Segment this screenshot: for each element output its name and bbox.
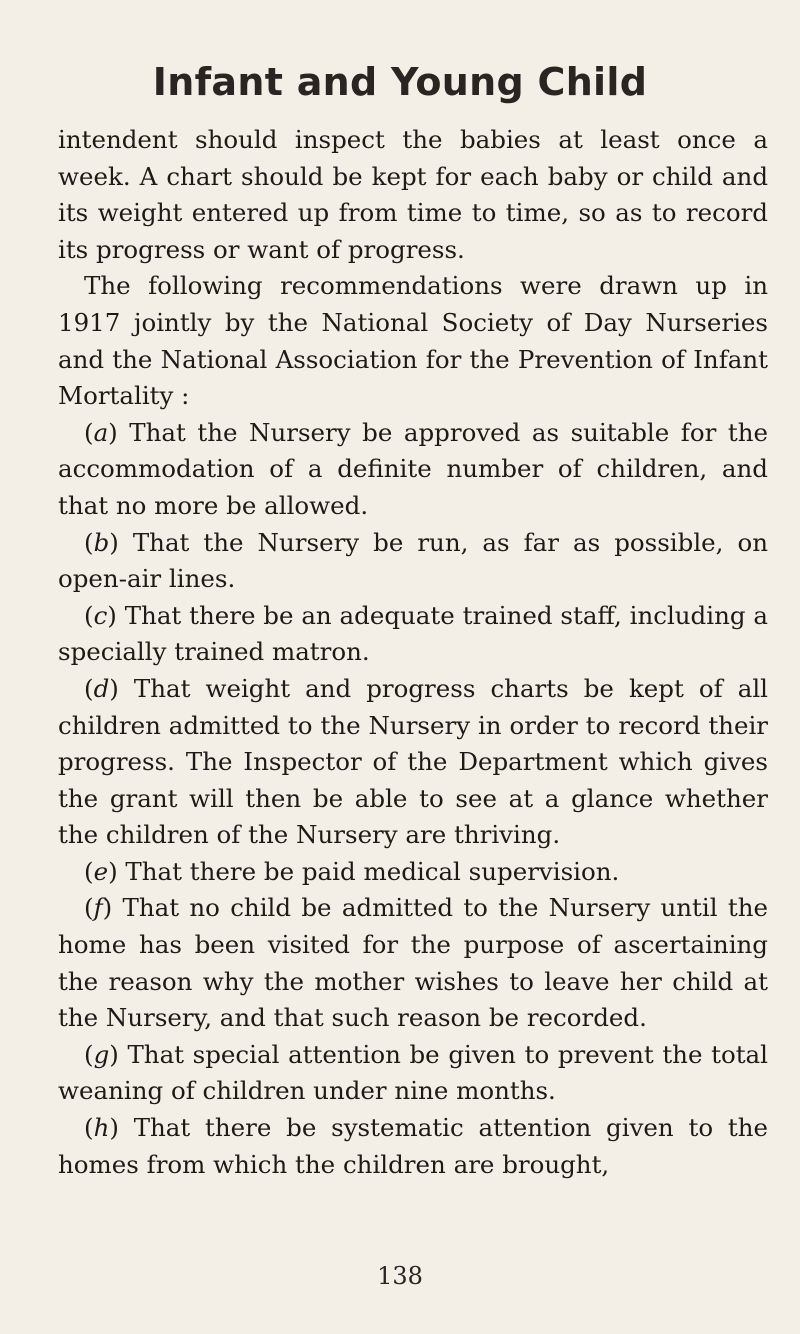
item-letter: c <box>93 600 108 630</box>
item-text: That weight and progress charts be kept of all children admitted to the Nursery in order to record their progress. The Inspector of the Department which gives the grant will then be able to see at a glance whether the children of the Nursery are thriving. <box>58 673 768 850</box>
recommendation-item-h: (h) That there be systematic attention given to the homes from which the children are brought, <box>58 1113 768 1179</box>
item-letter: a <box>93 417 109 447</box>
recommendation-item-f: (f) That no child be admitted to the Nursery until the home has been visited for the purpose of ascertaining the reason why the mother wishes to leave her child at the Nursery, and that such reason be recorded. <box>58 893 768 1033</box>
item-text: That there be systematic attention given to the homes from which the children are brought, <box>58 1113 768 1179</box>
recommendation-item-d: (d) That weight and progress charts be kept of all children admitted to the Nursery in order to record their progress. The Inspector of the Department which gives the grant will then be able to see at a glance whether the children of the Nursery are thriving. <box>58 673 768 850</box>
item-text: That the Nursery be run, as far as possible, on open-air lines. <box>58 527 768 594</box>
recommendation-item-c: (c) That there be an adequate trained staff, including a specially trained matron. <box>58 600 768 667</box>
paragraph-recommendations-intro: The following recommendations were drawn up in 1917 jointly by the National Society of Day Nurseries and the National Association for the Prevention of Infant Mortality : <box>58 271 768 411</box>
recommendation-item-g: (g) That special attention be given to prevent the total weaning of children under nine months. <box>58 1039 768 1106</box>
item-text: That the Nursery be approved as suitable for the accommodation of a definite number of children, and that no more be allowed. <box>58 417 768 520</box>
body-text <box>58 122 768 1183</box>
recommendation-item-a: (a) That the Nursery be approved as suitable for the accommodation of a definite number of children, and that no more be allowed. <box>58 417 768 520</box>
item-letter: g <box>93 1039 110 1069</box>
item-letter: f <box>93 893 103 923</box>
page-number: 138 <box>377 1262 423 1290</box>
item-text: That there be paid medical supervision. <box>125 856 620 886</box>
paragraph-continued: intendent should inspect the babies at least once a week. A chart should be kept for each baby or child and its weight entered up from time to time, so as to record its progress or want of progress. <box>58 125 768 264</box>
running-title: Infant and Young Child <box>152 60 648 104</box>
item-letter: b <box>93 527 110 557</box>
recommendation-item-b: (b) That the Nursery be run, as far as possible, on open-air lines. <box>58 527 768 594</box>
item-text: That no child be admitted to the Nursery until the home has been visited for the purpose of ascertaining the reason why the mother wishes to leave her child at the Nursery, and that such reason be recorded. <box>58 893 768 1033</box>
recommendation-item-e: (e) That there be paid medical supervision. <box>84 856 620 886</box>
item-letter: d <box>93 673 110 703</box>
item-letter: h <box>93 1113 110 1143</box>
item-text: That there be an adequate trained staff, including a specially trained matron. <box>58 600 768 667</box>
item-letter: e <box>93 856 109 886</box>
item-text: That special attention be given to prevent the total weaning of children under nine months. <box>58 1039 768 1106</box>
